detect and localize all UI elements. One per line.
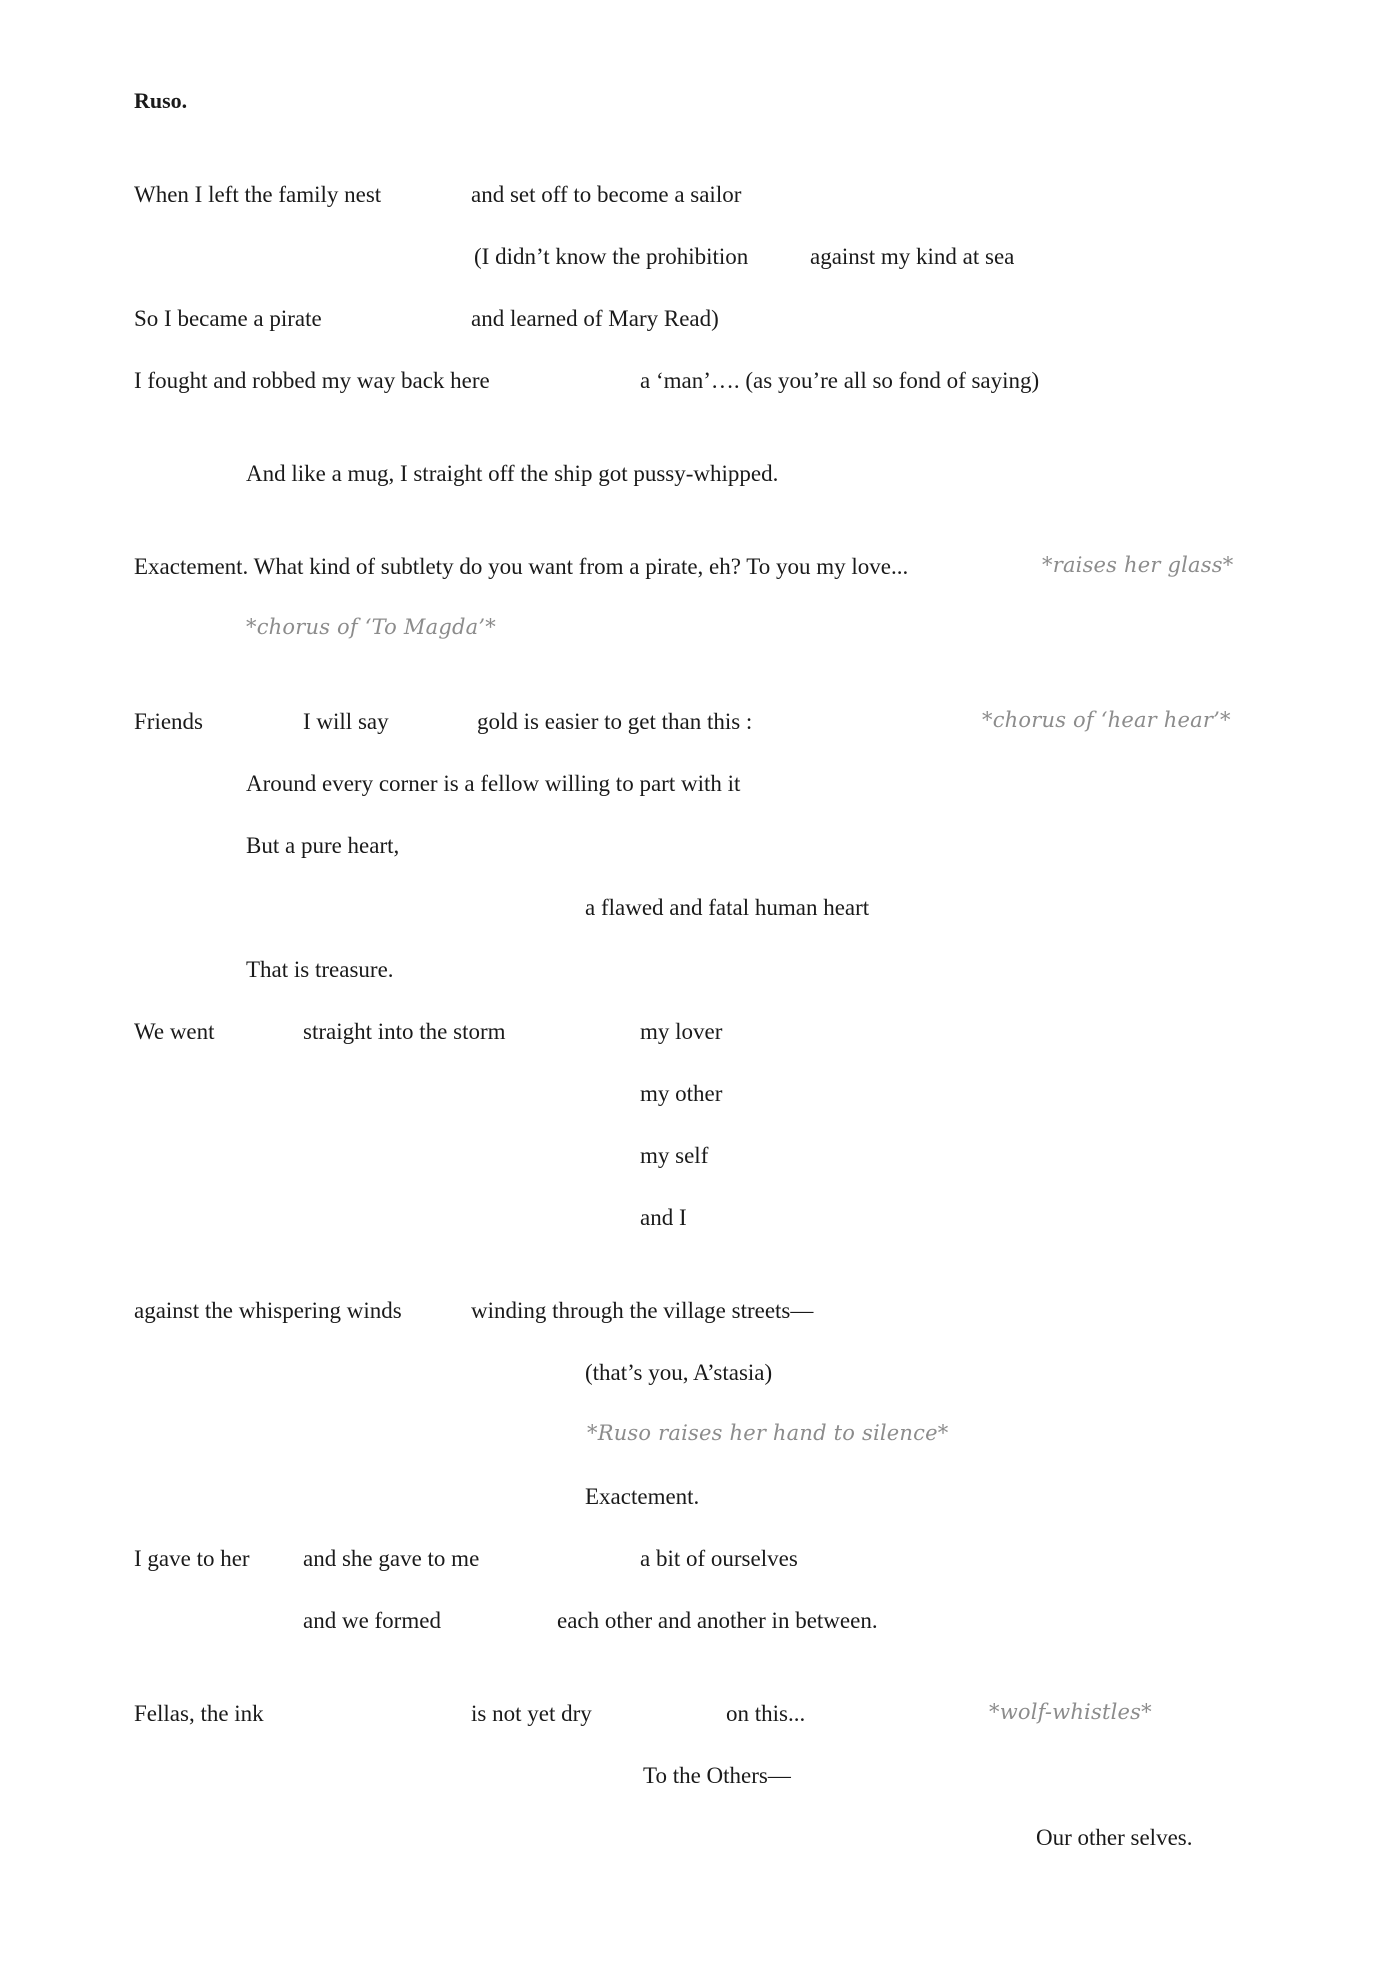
verse-line: I fought and robbed my way back here <box>134 368 490 393</box>
verse-line: is not yet dry <box>471 1701 592 1726</box>
verse-line: and she gave to me <box>303 1546 480 1571</box>
stage-direction: *chorus of ‘To Magda’* <box>246 615 496 639</box>
verse-line: (that’s you, A’stasia) <box>585 1360 773 1385</box>
verse-line: against my kind at sea <box>810 244 1015 269</box>
verse-line: I will say <box>303 709 389 734</box>
verse-line: on this... <box>726 1701 806 1726</box>
verse-line: each other and another in between. <box>557 1608 878 1633</box>
verse-line: and learned of Mary Read) <box>471 306 719 331</box>
verse-line: a bit of ourselves <box>640 1546 798 1571</box>
verse-line: And like a mug, I straight off the ship got pussy-whipped. <box>246 461 779 486</box>
verse-line: my other <box>640 1081 723 1106</box>
verse-line: Exactement. <box>585 1484 700 1509</box>
verse-line: my lover <box>640 1019 723 1044</box>
verse-line: gold is easier to get than this : <box>477 709 753 734</box>
verse-line: straight into the storm <box>303 1019 506 1044</box>
verse-line: Our other selves. <box>1036 1825 1193 1850</box>
verse-line: I gave to her <box>134 1546 250 1571</box>
verse-line: Around every corner is a fellow willing to part with it <box>246 771 741 796</box>
verse-line: We went <box>134 1019 215 1044</box>
verse-line: and set off to become a sailor <box>471 182 742 207</box>
verse-line: a flawed and fatal human heart <box>585 895 870 920</box>
verse-line: and I <box>640 1205 687 1230</box>
stage-direction: *chorus of ‘hear hear’* <box>982 708 1231 732</box>
verse-line: When I left the family nest <box>134 182 382 207</box>
verse-line: But a pure heart, <box>246 833 400 858</box>
verse-line: (I didn’t know the prohibition <box>474 244 749 269</box>
speaker-title: Ruso. <box>134 88 188 113</box>
stage-direction: *Ruso raises her hand to silence* <box>587 1421 949 1445</box>
verse-line: and we formed <box>303 1608 441 1633</box>
verse-line: my self <box>640 1143 709 1168</box>
verse-line: Exactement. What kind of subtlety do you want from a pirate, eh? To you my love... <box>134 554 909 579</box>
verse-line: To the Others— <box>643 1763 791 1788</box>
verse-line: So I became a pirate <box>134 306 322 331</box>
stage-direction: *wolf-whistles* <box>989 1700 1152 1724</box>
verse-line: against the whispering winds <box>134 1298 402 1323</box>
verse-line: a ‘man’…. (as you’re all so fond of saying) <box>640 368 1040 393</box>
stage-direction: *raises her glass* <box>1042 553 1234 577</box>
verse-line: winding through the village streets— <box>471 1298 814 1323</box>
verse-line: Friends <box>134 709 203 734</box>
verse-line: Fellas, the ink <box>134 1701 264 1726</box>
verse-line: That is treasure. <box>246 957 394 982</box>
